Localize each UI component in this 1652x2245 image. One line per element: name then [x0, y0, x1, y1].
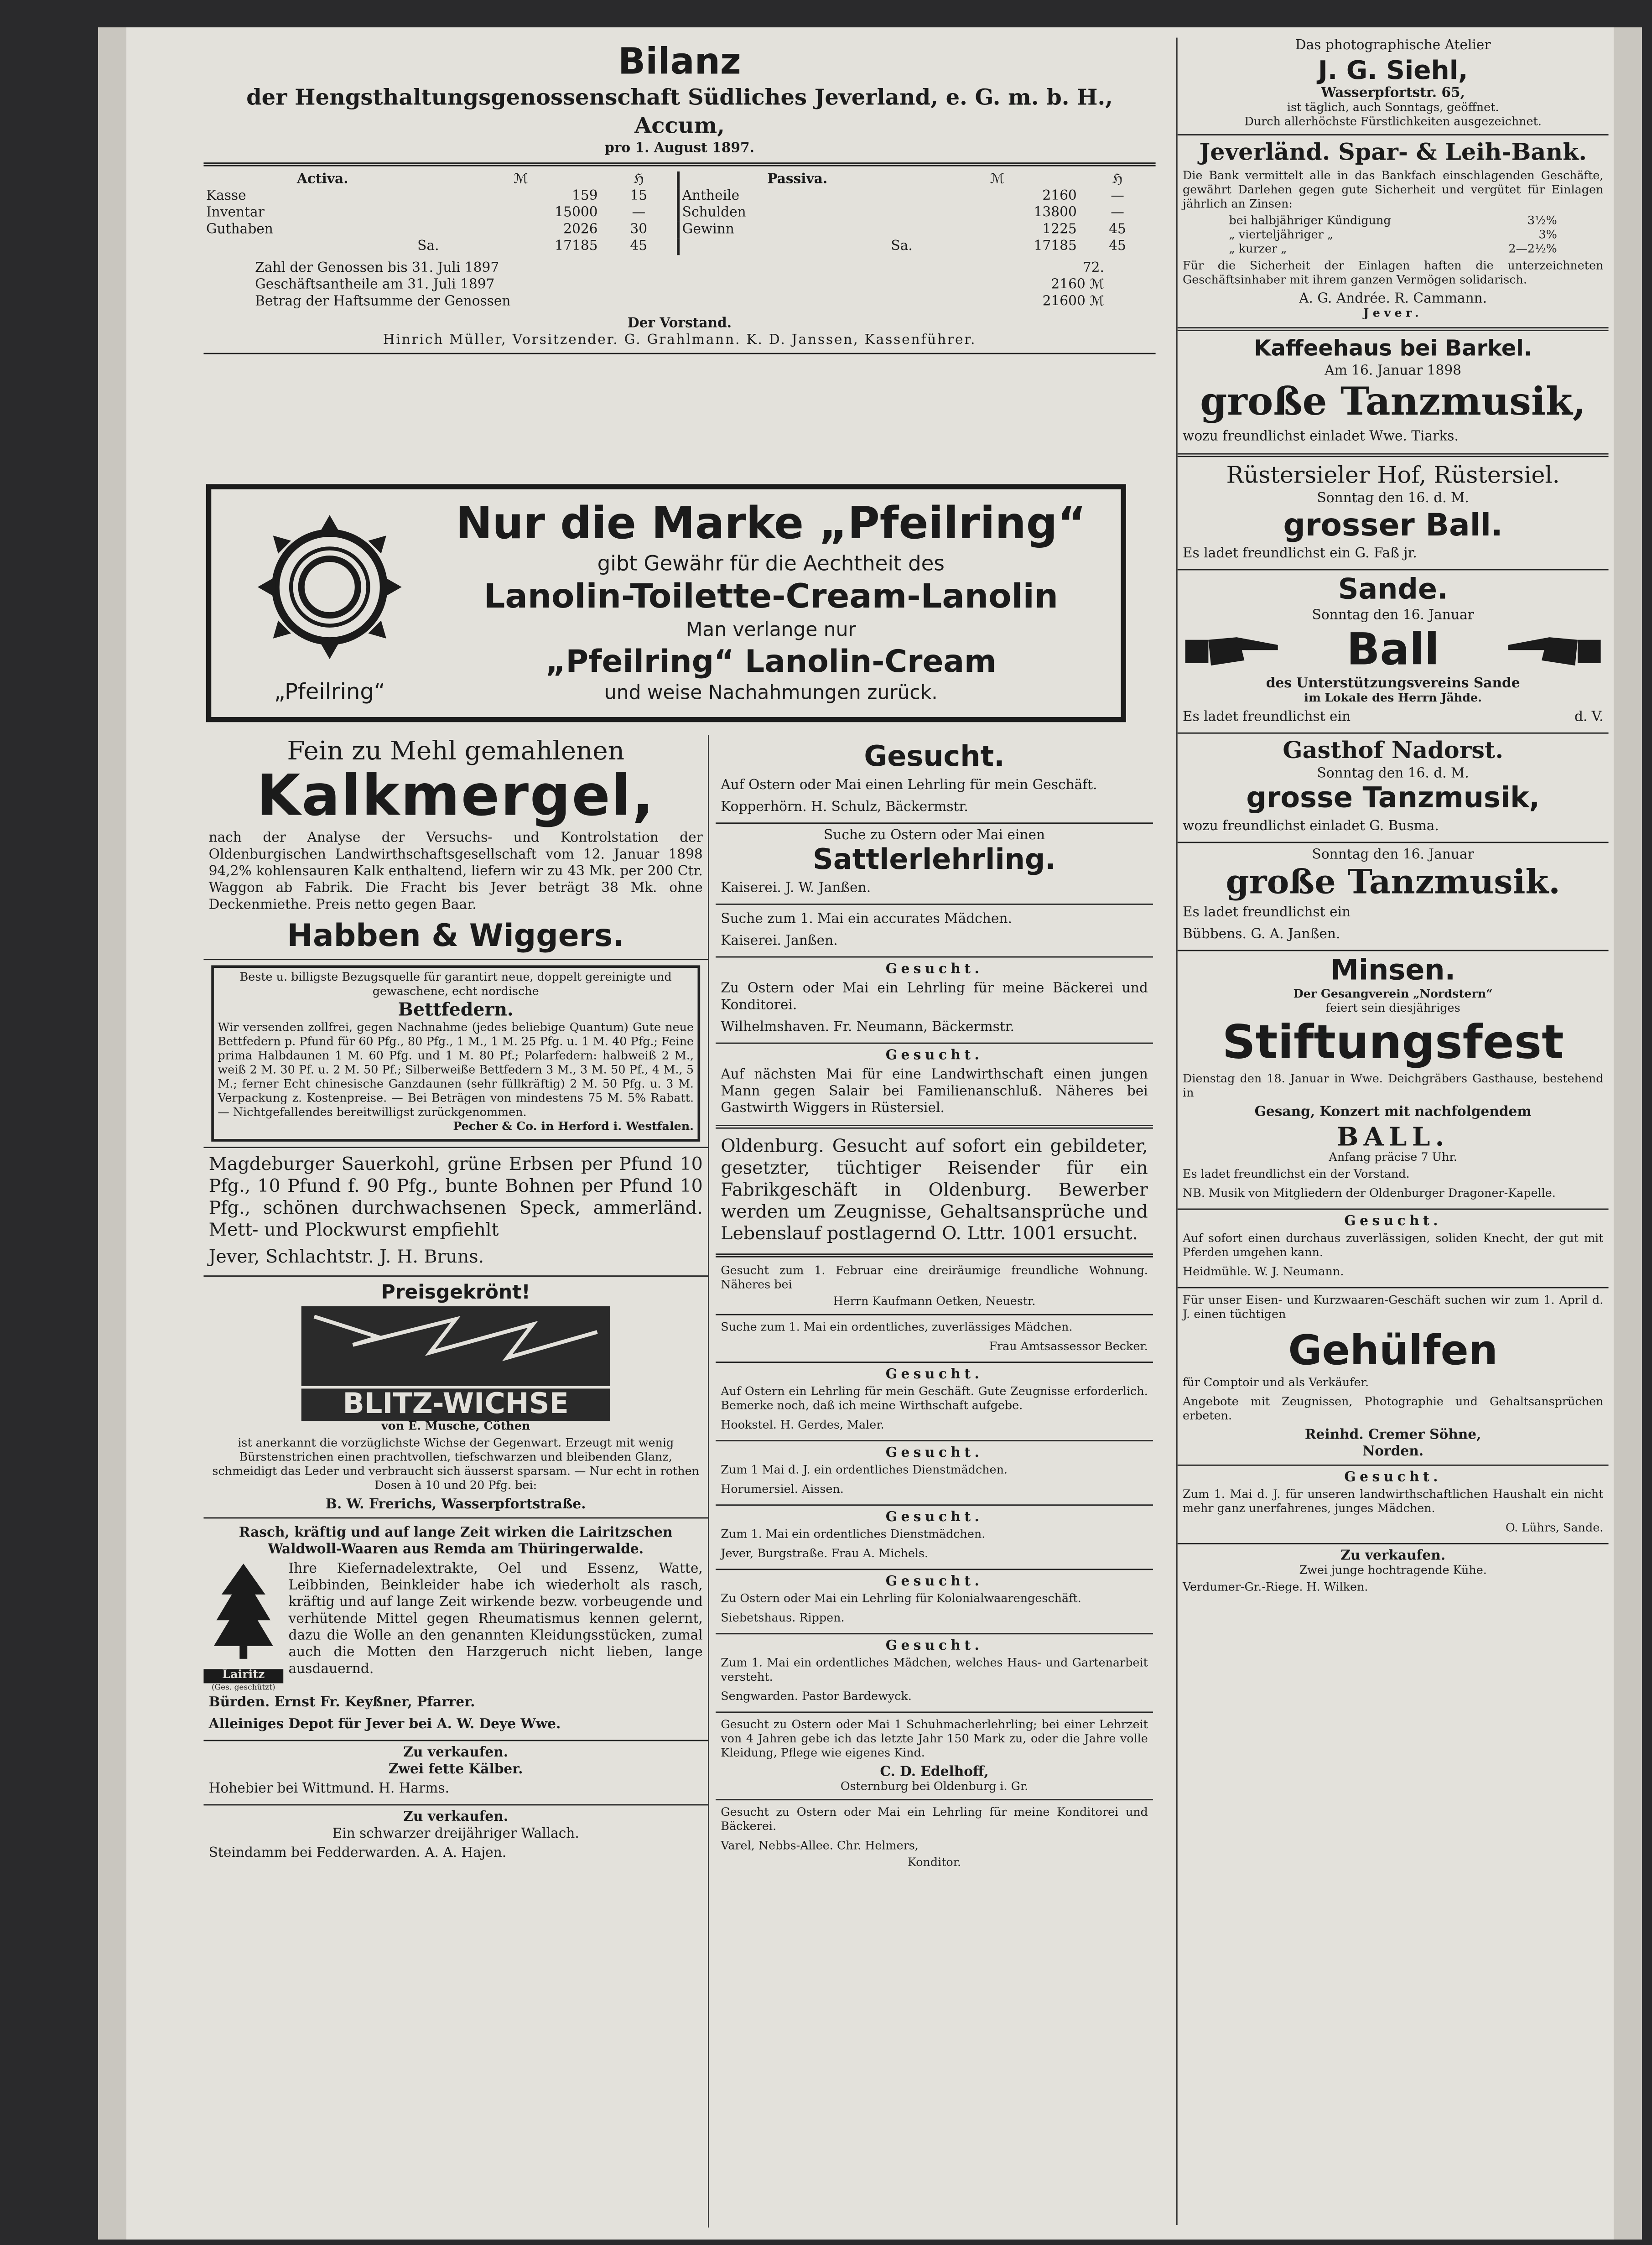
- left-gutter: [98, 27, 126, 2240]
- left-column: [203, 735, 709, 2227]
- note-value: 72.: [1082, 260, 1104, 276]
- bilanz-title: Bilanz: [618, 40, 741, 83]
- classified-ad: [716, 1048, 1153, 1120]
- bett-top: Beste u. billigste Bezugsquelle für garantirt neue, doppelt gereinigte und gewaschene, echt nordische: [239, 972, 672, 999]
- kaffee-title: Kaffeehaus bei Barkel.: [1254, 336, 1532, 362]
- rate-label: bei halbjähriger Kündigung: [1229, 215, 1391, 229]
- sande-sig: Es ladet freundlichst ein: [1182, 709, 1351, 725]
- classified-ad: [716, 1574, 1153, 1629]
- sande-big: Ball: [1346, 624, 1439, 676]
- note-label: Betrag der Haftsumme der Genossen: [255, 293, 511, 309]
- classified-ad: [716, 1717, 1153, 1795]
- bilanz-notes: [203, 255, 1155, 316]
- bank-sig: A. G. Andrée. R. Cammann.: [1299, 291, 1487, 307]
- ad-head: Gesucht.: [885, 1509, 983, 1525]
- pfeilring-logo: [227, 507, 432, 706]
- bilanz-ad: [203, 35, 1155, 473]
- bank-place: Jever.: [1363, 307, 1423, 321]
- classified-ad: [716, 909, 1153, 952]
- ad-text: Suche zum 1. Mai ein accurates Mädchen.: [721, 911, 1012, 927]
- neumann-text: Auf sofort einen durchaus zuverlässigen, soliden Knecht, der gut mit Pferden umgehen kann.: [1182, 1233, 1604, 1260]
- blitz-top: Preisgekrönt!: [381, 1280, 530, 1304]
- bank-title: Jeverländ. Spar- & Leih-Bank.: [1199, 139, 1587, 166]
- cremer-place: Norden.: [1362, 1444, 1424, 1460]
- middle-column: [716, 742, 1153, 2234]
- ad-sig: Frau Amtsassessor Becker.: [989, 1341, 1148, 1354]
- minsen-big: Stiftungsfest: [1222, 1017, 1564, 1070]
- ad-text: Oldenburg. Gesucht auf sofort ein gebildeter, gesetzter, tüchtiger Reisender für ein Fabrikgeschäft in Oldenburg. Bewerber werden um Zeugnisse, Gehaltsansprüche und Lebenslauf postlagernd O. Lttr. 1001 ersucht.: [721, 1136, 1148, 1245]
- activa-mark: 15000: [555, 205, 598, 221]
- bubbens-sig: Es ladet freundlichst ein: [1182, 904, 1351, 920]
- pfeilring-product: „Pfeilring“ Lanolin-Cream: [545, 644, 997, 680]
- blitz-title: BLITZ-WICHSE: [301, 1388, 610, 1421]
- kalb-sig: Hohebier bei Wittmund. H. Harms.: [208, 1781, 450, 1797]
- ad-text: Gesucht zu Ostern oder Mai ein Lehrling für meine Konditorei und Bäckerei.: [721, 1807, 1148, 1834]
- ad-head: Gesucht.: [885, 1047, 983, 1063]
- siehl-name: J. G. Siehl,: [1318, 54, 1468, 85]
- classified-ad: [716, 1510, 1153, 1565]
- classified-ad: [716, 1367, 1153, 1436]
- fir-tree-icon: [211, 1561, 275, 1664]
- passiva-mark: 2160: [1042, 188, 1077, 204]
- neumann-head: Gesucht.: [1344, 1213, 1442, 1229]
- kalk-title: Kalkmergel,: [256, 763, 655, 829]
- bett-firm: Pecher & Co. in Herford i. Westfalen.: [453, 1121, 694, 1134]
- rate-label: „ vierteljähriger „: [1229, 229, 1333, 243]
- minsen-sig: Es ladet freundlichst ein der Vorstand.: [1182, 1169, 1410, 1182]
- ad-sig: Varel, Nebbs-Allee. Chr. Helmers,: [721, 1840, 919, 1853]
- pfeilring-headline: Nur die Marke „Pfeilring“: [456, 498, 1086, 550]
- ad-text: Auf Ostern ein Lehrling für mein Geschäft. Gute Zeugnisse erforderlich. Bemerke noch, daß ich meine Wirthschaft aufgebe.: [721, 1386, 1148, 1414]
- kaffee-sig: wozu freundlichst einladet Wwe. Tiarks.: [1182, 429, 1459, 444]
- pfeilring-line: und weise Nachahmungen zurück.: [604, 681, 938, 704]
- lairitz-logo-label: Lairitz: [203, 1669, 283, 1683]
- bett-text: Wir versenden zollfrei, gegen Nachnahme (jedes beliebige Quantum) Gute neue Bettfedern p. Pfund für 60 Pfg., 80 Pfg., 1 M., 1 M. 25 Pfg. u. 1 M. 40 Pfg.; Feine prima Halbdaunen 1 M. 60 Pfg. und 1 M. 80 Pf.; Polarfedern: halbweiß 2 M., weiß 2 M. 30 Pf. u. 2 M. 50 Pf.; Silberweiße Bettfedern 3 M., 3 M. 50 Pf., 4 M., 5 M.; ferner Echt chinesische Ganzdaunen (sehr füllkräftig) 2 M. 50 Pfg. u. 3 M. Verpackung z. Kostenpreise. — Bei Beträgen von mindestens 75 M. 5% Rabatt. — Nichtgefallendes bereitwilligst zurückgenommen.: [218, 1022, 694, 1120]
- ad-sig: C. D. Edelhoff,: [880, 1764, 989, 1780]
- activa-label: Sa.: [417, 238, 439, 254]
- note-label: Zahl der Genossen bis 31. Juli 1897: [255, 260, 499, 276]
- luhrs-text: Zum 1. Mai d. J. für unseren landwirthschaftlichen Haushalt ein nicht mehr ganz unerfahrenes, junges Mädchen.: [1182, 1489, 1604, 1516]
- pfeilring-line: gibt Gewähr für die Aechtheit des: [597, 551, 945, 576]
- bilanz-subtitle: der Hengsthaltungsgenossenschaft Südliches Jeverland, e. G. m. b. H., Accum,: [246, 85, 1113, 140]
- ad-text: Auf Ostern oder Mai einen Lehrling für mein Geschäft.: [721, 777, 1097, 793]
- ad-text: Zu Ostern oder Mai ein Lehrling für Kolonialwaarengeschäft.: [721, 1593, 1081, 1606]
- passiva-head: Passiva.: [767, 171, 828, 187]
- sande-ball-row: [1178, 624, 1609, 676]
- ad-text: Gesucht zum 1. Februar eine dreiräumige freundliche Wohnung. Näheres bei: [721, 1265, 1148, 1292]
- bilanz-table: [203, 171, 1155, 255]
- wallach-text: Ein schwarzer dreijähriger Wallach.: [332, 1826, 579, 1842]
- lairitz-head: Rasch, kräftig und auf lange Zeit wirken die Lairitzschen Waldwoll-Waaren aus Remda am Thüringerwalde.: [239, 1525, 673, 1557]
- wilken-text: Zwei junge hochtragende Kühe.: [1299, 1564, 1487, 1578]
- cremer-text: für Comptoir und als Verkäufer.: [1182, 1377, 1369, 1390]
- ad-sig: Kaiserei. Janßen.: [721, 933, 838, 949]
- blitz-text: ist anerkannt die vorzüglichste Wichse der Gegenwart. Erzeugt mit wenig Bürstenstrichen einen prachtvollen, tiefschwarzen und bleibenden Glanz, schmeidigt das Leder und verbraucht sich äusserst sparsam. — Nur echt in rothen Dosen à 10 und 20 Pfg. bei:: [212, 1437, 699, 1493]
- wilken-head: Zu verkaufen.: [1340, 1548, 1446, 1564]
- rust-sig: Es ladet freundlichst ein G. Faß jr.: [1182, 546, 1417, 561]
- ad-sig: Kaiserei. J. W. Janßen.: [721, 880, 871, 896]
- blitz-by: von E. Musche, Cöthen: [381, 1420, 530, 1434]
- nadorst-big: grosse Tanzmusik,: [1246, 782, 1540, 815]
- activa-pf: —: [632, 205, 646, 221]
- rate-value: 2—2½%: [1508, 243, 1557, 257]
- rate-label: „ kurzer „: [1229, 243, 1287, 257]
- minsen-ball: BALL.: [1336, 1121, 1449, 1152]
- ad-head: Gesucht.: [885, 1445, 983, 1461]
- ad-head: Gesucht.: [864, 741, 1005, 774]
- cremer-big: Gehülfen: [1288, 1325, 1498, 1375]
- nadorst-title: Gasthof Nadorst.: [1283, 738, 1504, 765]
- bubbens-date: Sonntag den 16. Januar: [1312, 847, 1474, 863]
- lairitz-sig: Bürden. Ernst Fr. Keyßner, Pfarrer.: [208, 1694, 475, 1710]
- ring-arrows-icon: [227, 507, 432, 675]
- pfennig-sign: ℌ: [634, 171, 644, 187]
- activa-head: Activa.: [296, 171, 348, 187]
- passiva-label: Antheile: [682, 188, 740, 204]
- passiva-label: Sa.: [891, 238, 913, 254]
- passiva-pf: —: [1111, 205, 1124, 221]
- kalb-head: Zu verkaufen.: [403, 1745, 509, 1761]
- classified-ad: [716, 961, 1153, 1039]
- minsen-line: feiert sein diesjähriges: [1325, 1003, 1460, 1016]
- newspaper-page: [98, 27, 1642, 2240]
- ad-sig: Jever, Burgstraße. Frau A. Michels.: [721, 1548, 929, 1561]
- lairitz-depot: Alleiniges Depot für Jever bei A. W. Deye Wwe.: [208, 1716, 561, 1732]
- cremer-firm: Reinhd. Cremer Söhne,: [1304, 1427, 1481, 1443]
- kalk-head: Fein zu Mehl gemahlenen: [287, 735, 625, 766]
- minsen-line: Gesang, Konzert mit nachfolgendem: [1254, 1104, 1532, 1120]
- bank-rates: [1178, 215, 1609, 258]
- nadorst-date: Sonntag den 16. d. M.: [1317, 766, 1469, 782]
- kaffee-big: große Tanzmusik,: [1200, 379, 1586, 425]
- passiva-pf: —: [1111, 188, 1124, 204]
- passiva-label: Gewinn: [682, 221, 734, 237]
- kalb-text: Zwei fette Kälber.: [388, 1762, 523, 1777]
- minsen-line: Dienstag den 18. Januar in Wwe. Deichgräbers Gasthause, bestehend in: [1182, 1073, 1604, 1101]
- pointing-hand-icon: [1504, 629, 1601, 670]
- lairitz-logo: [203, 1561, 283, 1692]
- note-value: 2160 ℳ: [1051, 277, 1104, 293]
- classified-ad: [716, 1445, 1153, 1501]
- activa-mark: 159: [571, 188, 598, 204]
- vorstand: Der Vorstand.: [627, 315, 732, 331]
- note-label: Geschäftsantheile am 31. Juli 1897: [255, 277, 495, 293]
- ad-sig2: Konditor.: [907, 1857, 961, 1870]
- lairitz-logo-sub: (Ges. geschützt): [211, 1683, 275, 1693]
- nadorst-sig: wozu freundlichst einladet G. Busma.: [1182, 818, 1439, 834]
- classified-ad: [716, 1638, 1153, 1708]
- rate-value: 3½%: [1527, 215, 1557, 229]
- classified-ad: [716, 1134, 1153, 1248]
- ad-sig2: Osternburg bei Oldenburg i. Gr.: [840, 1781, 1029, 1794]
- passiva-label: Schulden: [682, 205, 746, 221]
- note-value: 21600 ℳ: [1042, 293, 1104, 309]
- lightning-icon: [301, 1306, 610, 1386]
- minsen-line: Der Gesangverein „Nordstern“: [1293, 988, 1493, 1002]
- activa-table: [203, 171, 680, 255]
- ad-sig: Wilhelmshaven. Fr. Neumann, Bäckermstr.: [721, 1019, 1015, 1035]
- passiva-table: [680, 171, 1156, 255]
- luhrs-head: Gesucht.: [1344, 1470, 1442, 1486]
- kalk-text: nach der Analyse der Versuchs- und Kontrolstation der Oldenburgischen Landwirthschaftsgesellschaft vom 12. Januar 1898 94,2% kohlensauren Kalk enthaltend, liefern wir zu 43 Mk. per 200 Ctr. Waggon ab Fabrik. Die Fracht bis Jever beträgt 38 Mk. ohne Deckenmiethe. Preis netto gegen Baar.: [208, 830, 703, 913]
- cremer-text: Für unser Eisen- und Kurzwaaren-Geschäft suchen wir zum 1. April d. J. einen tüchtigen: [1182, 1294, 1604, 1322]
- minsen-line: Anfang präcise 7 Uhr.: [1329, 1152, 1457, 1165]
- blitz-sig: B. W. Frerichs, Wasserpfortstraße.: [325, 1497, 586, 1512]
- ad-sig: Herrn Kaufmann Oetken, Neuestr.: [833, 1296, 1036, 1309]
- currency-sign: ℳ: [514, 171, 528, 187]
- sande-date: Sonntag den 16. Januar: [1312, 608, 1474, 624]
- bettfedern-ad: [211, 965, 700, 1141]
- ad-sig: Sengwarden. Pastor Bardewyck.: [721, 1691, 912, 1704]
- bank-text: Für die Sicherheit der Einlagen haften die unterzeichneten Geschäftsinhaber mit ihrem ganzen Vermögen solidarisch.: [1182, 260, 1604, 287]
- ad-text: Zum 1. Mai ein ordentliches Dienstmädchen.: [721, 1528, 986, 1542]
- ad-text: Suche zum 1. Mai ein ordentliches, zuverlässiges Mädchen.: [721, 1321, 1073, 1335]
- passiva-pf: 45: [1109, 238, 1126, 254]
- rust-title: Rüstersieler Hof, Rüstersiel.: [1226, 462, 1560, 489]
- blitz-logo: [301, 1306, 610, 1386]
- pfeilring-line: Man verlange nur: [686, 618, 856, 641]
- sauerkohl-text: Magdeburger Sauerkohl, grüne Erbsen per Pfund 10 Pfg., 10 Pfund f. 90 Pfg., bunte Bohnen per Pfund 10 Pfg., schönen durchwachsenen Speck, ammerländ. Mett- und Plockwurst empfiehlt: [208, 1154, 703, 1241]
- classified-ad: [716, 828, 1153, 900]
- classified-ad: [716, 742, 1153, 819]
- ad-text: Zu Ostern oder Mai ein Lehrling für meine Bäckerei und Konditorei.: [721, 981, 1148, 1013]
- activa-pf: 45: [630, 238, 648, 254]
- ad-head: Gesucht.: [885, 961, 983, 977]
- rate-value: 3%: [1538, 229, 1557, 243]
- bilanz-signers: Hinrich Müller, Vorsitzender. G. Grahlmann. K. D. Janssen, Kassenführer.: [383, 332, 977, 348]
- activa-label: Inventar: [206, 205, 265, 221]
- luhrs-sig: O. Lührs, Sande.: [1505, 1522, 1604, 1536]
- classified-ad: [716, 1804, 1153, 1871]
- activa-pf: 30: [630, 221, 648, 237]
- siehl-line: ist täglich, auch Sonntags, geöffnet.: [1287, 102, 1499, 115]
- kaffee-date: Am 16. Januar 1898: [1325, 363, 1462, 379]
- activa-mark: 17185: [555, 238, 598, 254]
- sande-sig: d. V.: [1574, 709, 1604, 725]
- siehl-addr: Wasserpfortstr. 65,: [1321, 85, 1465, 101]
- passiva-mark: 13800: [1034, 205, 1077, 221]
- sande-text: im Lokale des Herrn Jähde.: [1304, 692, 1482, 706]
- wallach-sig: Steindamm bei Fedderwarden. A. A. Hajen.: [208, 1845, 507, 1861]
- ad-pre: Suche zu Ostern oder Mai einen: [823, 827, 1045, 843]
- passiva-pf: 45: [1109, 221, 1126, 237]
- cremer-text: Angebote mit Zeugnissen, Photographie und Gehaltsansprüchen erbeten.: [1182, 1396, 1604, 1424]
- ad-sig: Siebetshaus. Rippen.: [721, 1612, 845, 1626]
- classified-ad: [716, 1319, 1153, 1358]
- ad-head: Gesucht.: [885, 1574, 983, 1590]
- ad-text: Gesucht zu Ostern oder Mai 1 Schuhmacherlehrling; bei einer Lehrzeit von 4 Jahren gebe ich das letzte Jahr 150 Mark zu, oder die Jahre volle Kleidung, Pflege wie eigenes Kind.: [721, 1719, 1148, 1761]
- ad-text: Zum 1 Mai d. J. ein ordentliches Dienstmädchen.: [721, 1464, 1008, 1478]
- right-gutter: [1614, 27, 1642, 2240]
- ad-sig: Horumersiel. Aissen.: [721, 1484, 844, 1497]
- neumann-sig: Heidmühle. W. J. Neumann.: [1182, 1266, 1344, 1279]
- ad-sig: Hookstel. H. Gerdes, Maler.: [721, 1419, 884, 1433]
- bett-title: Bettfedern.: [398, 1000, 514, 1021]
- pfeilring-logo-label: „Pfeilring“: [274, 680, 385, 706]
- right-column: [1176, 38, 1609, 2225]
- wallach-head: Zu verkaufen.: [403, 1809, 509, 1825]
- ad-text: Auf nächsten Mai für eine Landwirthschaft einen jungen Mann gegen Salair bei Familienanschluß. Näheres bei Gastwirth Wiggers in Rüstersiel.: [721, 1067, 1148, 1116]
- lairitz-text: Ihre Kiefernadelextrakte, Oel und Essenz, Watte, Leibbinden, Beinkleider habe ich wiederholt als rasch, kräftig und auf lange Zeit wirkende bezw. vorbeugende und verhütende Mittel gegen Rheumatismus kennen gelernt, dazu die Wolle an den genannten Kleidungsstücken, zumal auch die Motten den Harzgeruch nicht lieben, lange ausdauernd.: [288, 1561, 703, 1677]
- bubbens-big: große Tanzmusik.: [1226, 863, 1560, 903]
- rust-big: grosser Ball.: [1283, 507, 1503, 544]
- ad-text: Zum 1. Mai ein ordentliches Mädchen, welches Haus- und Gartenarbeit versteht.: [721, 1657, 1148, 1685]
- pfeilring-ad: [206, 484, 1126, 722]
- ad-head: Gesucht.: [885, 1638, 983, 1654]
- activa-label: Kasse: [206, 188, 246, 204]
- siehl-pre: Das photographische Atelier: [1295, 37, 1491, 53]
- sauerkohl-sig: Jever, Schlachtstr. J. H. Bruns.: [208, 1247, 484, 1268]
- rust-date: Sonntag den 16. d. M.: [1317, 490, 1469, 506]
- activa-mark: 2026: [563, 221, 598, 237]
- pfeilring-product: Lanolin-Toilette-Cream-Lanolin: [483, 578, 1059, 617]
- currency-sign: ℳ: [990, 171, 1005, 187]
- passiva-mark: 17185: [1034, 238, 1077, 254]
- kalk-firm: Habben & Wiggers.: [287, 918, 625, 954]
- ad-head: Sattlerlehrling.: [813, 844, 1056, 877]
- pointing-hand-icon: [1185, 629, 1282, 670]
- sande-title: Sande.: [1338, 574, 1448, 607]
- wilken-sig: Verdumer-Gr.-Riege. H. Wilken.: [1182, 1581, 1368, 1595]
- ad-head: Gesucht.: [885, 1367, 983, 1382]
- minsen-nb: NB. Musik von Mitgliedern der Oldenburger Dragoner-Kapelle.: [1182, 1188, 1556, 1201]
- classified-ad: [716, 1263, 1153, 1310]
- bilanz-date: pro 1. August 1897.: [605, 140, 754, 156]
- pfennig-sign: ℌ: [1112, 171, 1123, 187]
- minsen-title: Minsen.: [1330, 955, 1456, 987]
- activa-label: Guthaben: [206, 221, 273, 237]
- siehl-line: Durch allerhöchste Fürstlichkeiten ausgezeichnet.: [1244, 116, 1542, 129]
- bubbens-sig: Bübbens. G. A. Janßen.: [1182, 926, 1340, 942]
- sande-text: des Unterstützungsvereins Sande: [1266, 676, 1520, 691]
- passiva-mark: 1225: [1042, 221, 1077, 237]
- activa-pf: 15: [630, 188, 648, 204]
- ad-sig: Kopperhörn. H. Schulz, Bäckermstr.: [721, 799, 968, 815]
- bank-text: Die Bank vermittelt alle in das Bankfach einschlagenden Geschäfte, gewährt Darlehen gegen gute Sicherheit und vergütet für Einlagen jährlich an Zinsen:: [1182, 170, 1604, 212]
